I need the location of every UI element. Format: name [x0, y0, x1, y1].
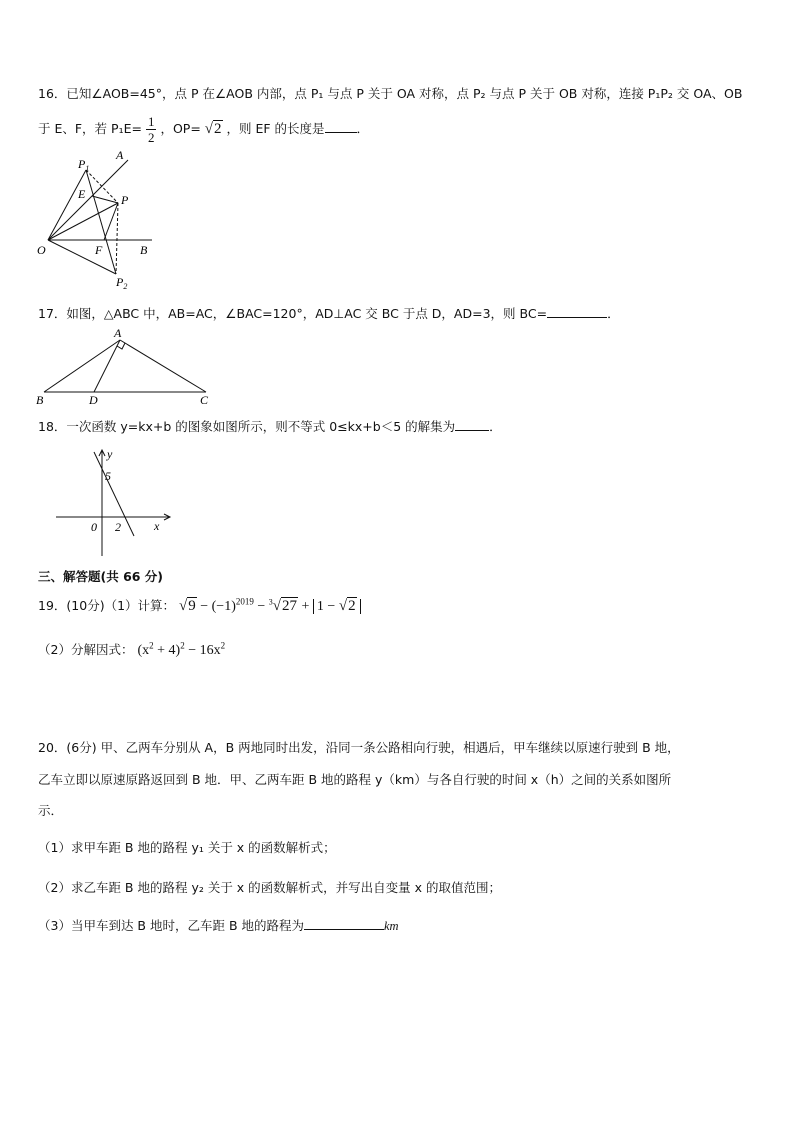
q18-line: 18．一次函数 y=kx+b 的图象如图所示，则不等式 0≤kx+b＜5 的解集为 ． — [38, 419, 502, 434]
q17-line: 17．如图，△ABC 中，AB=AC，∠BAC=120°，AD⊥AC 交 BC 于点 D，AD=3，则 BC= ． — [38, 306, 620, 321]
q20-line2: 乙车立即以原速原路返回到 B 地．甲、乙两车距 B 地的路程 y（km）与各自行驶的时间 x（h）之间的关系如图所 — [38, 772, 672, 787]
label-d: D — [89, 393, 98, 407]
q20-line3: 示． — [38, 803, 64, 818]
label-x: x — [154, 519, 160, 533]
answer-blank-20[interactable] — [304, 917, 384, 930]
q20-sub1: （1）求甲车距 B 地的路程 y₁ 关于 x 的函数解析式； — [38, 840, 336, 855]
label-e: E — [78, 187, 86, 201]
q20-sub3: （3）当甲车到达 B 地时，乙车距 B 地的路程为 km — [38, 918, 399, 933]
q19-part2: （2）分解因式： $(x^2 + 4)^2 - 16x^2$ — [38, 640, 226, 658]
label-p: P — [121, 193, 129, 207]
answer-blank-17[interactable] — [547, 305, 607, 318]
q19-part1: 19．(10分)（1）计算： $√9 - (-1)^{2019} - ^3√27 + 1 - √2$ — [38, 596, 361, 615]
label-a: A — [116, 148, 124, 162]
label-p2: $P_2$ — [116, 275, 128, 290]
label-zero: 0 — [91, 520, 97, 534]
q20-sub2: （2）求乙车距 B 地的路程 y₂ 关于 x 的函数解析式，并写出自变量 x 的取值范围； — [38, 880, 502, 895]
q17-figure — [34, 324, 218, 408]
label-b: B — [140, 243, 148, 257]
answer-blank-16[interactable] — [325, 120, 357, 133]
q16-figure — [34, 148, 164, 290]
section-heading: 三、解答题(共 66 分) — [38, 569, 164, 584]
label-a: A — [114, 326, 122, 340]
q19-expression1: $√9 - (-1)^{2019} - ^3√27 + 1 - √2$ — [179, 599, 361, 614]
fraction-one-half: $\frac{1}{2}$ — [147, 114, 155, 145]
label-b: B — [36, 393, 44, 407]
q16-line1: 16．已知∠AOB=45°，点 P 在∠AOB 内部，点 P₁ 与点 P 关于 OA 对称，点 P₂ 与点 P 关于 OB 对称，连接 P₁P₂ 交 OA、OB — [38, 86, 743, 101]
q20-line1: 20．(6分) 甲、乙两车分别从 A，B 两地同时出发，沿同一条公路相向行驶，相遇后，甲车继续以原速行驶到 B 地， — [38, 740, 680, 755]
label-o: O — [37, 243, 46, 257]
q16-line2: 于 E、F，若 P₁E= $\frac{1}{2}$ ，OP= √2 ，则 EF 的长度是 ． — [38, 114, 370, 145]
label-f: F — [95, 243, 103, 257]
label-y: y — [107, 447, 113, 461]
label-two: 2 — [115, 520, 121, 534]
label-p1: $P_1$ — [78, 157, 90, 173]
label-c: C — [200, 393, 209, 407]
q18-figure — [54, 444, 178, 560]
answer-blank-18[interactable] — [455, 418, 489, 431]
q19-expression2: $(x^2 + 4)^2 - 16x^2$ — [137, 640, 226, 658]
sqrt-two: √2 — [204, 121, 222, 137]
label-five: 5 — [105, 469, 111, 483]
